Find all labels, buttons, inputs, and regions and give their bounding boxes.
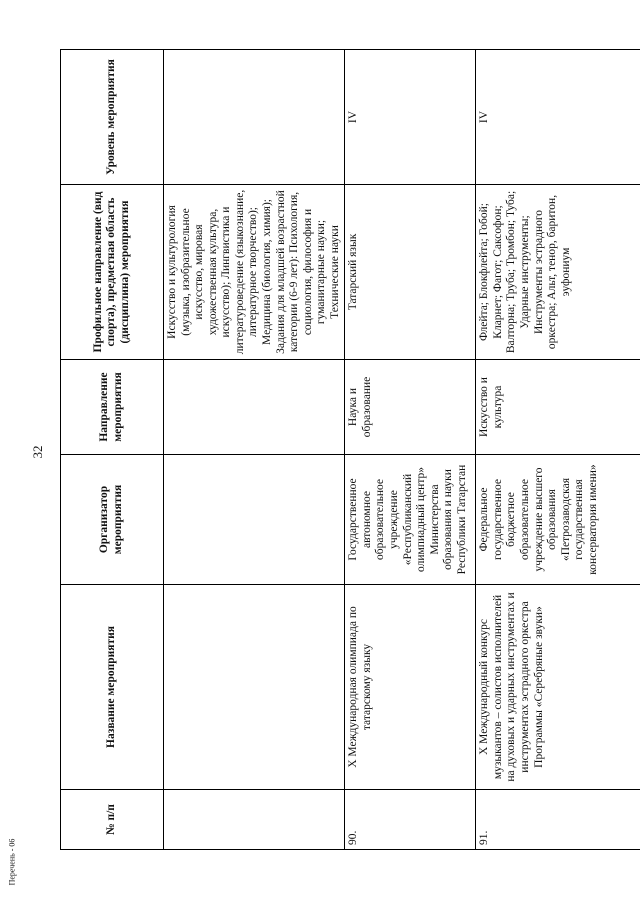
cell-direction: [164, 360, 345, 455]
cell-num: 90.: [345, 790, 476, 850]
cell-name: [164, 585, 345, 790]
cell-num: 91.: [476, 790, 640, 850]
page-number: 32: [30, 445, 45, 459]
table-row: [345, 50, 476, 850]
cell-profile: Флейта; Блокфлейта; Гобой; Кларнет; Фагот; Саксофон; Валторна; Труба; Тромбон; Туба; Ударные инструменты; Инструменты эстрадного оркестра; Альт, тенор, баритон, эуфониум: [476, 185, 640, 360]
cell-profile: Искусство и культурология (музыка, изобразительное искусство, мировая художественная культура, искусство); Лингвистика и литературоведение (языкознание, литературное творчество); Медицина (биология, химия); Задания для младшей возрастной категории (6-9 лет): Психология, социология, философия и гуманитарные науки; Технические науки: [164, 185, 345, 360]
table-row: [476, 50, 640, 850]
table-row: [164, 50, 345, 850]
cell-level: IV: [345, 50, 476, 185]
cell-organizer: Федеральное государственное бюджетное образовательное учреждение высшего образования «Петрозаводская государственная консерватория имени»: [476, 455, 640, 585]
cell-name: X Международная олимпиада по татарскому языку: [345, 585, 476, 790]
cell-direction: Искусство и культура: [476, 360, 640, 455]
cell-level: [164, 50, 345, 185]
table-header-row: [61, 50, 164, 850]
cell-name: X Международный конкурс музыкантов – солистов исполнителей на духовых и ударных инструментах и инструментах эстрадного оркестра Программы «Серебряные звуки»: [476, 585, 640, 790]
header-direction: Направление мероприятия: [61, 360, 164, 455]
cell-organizer: Государственное автономное образовательное учреждение «Республиканский олимпиадный центр» Министерства образования и науки Республики Татарстан: [345, 455, 476, 585]
header-name: Название мероприятия: [61, 585, 164, 790]
cell-num: [164, 790, 345, 850]
header-level: Уровень мероприятия: [61, 50, 164, 185]
header-profile: Профильное направление (вид спорта), предметная область (дисциплина) мероприятия: [61, 185, 164, 360]
header-num: № п/п: [61, 790, 164, 850]
footer-note: Перечень - 06: [7, 838, 17, 886]
document-table-rotated: [60, 50, 600, 850]
cell-level: IV: [476, 50, 640, 185]
cell-organizer: [164, 455, 345, 585]
cell-profile: Татарский язык: [345, 185, 476, 360]
cell-direction: Наука и образование: [345, 360, 476, 455]
header-organizer: Организатор мероприятия: [61, 455, 164, 585]
events-table: [60, 49, 640, 850]
